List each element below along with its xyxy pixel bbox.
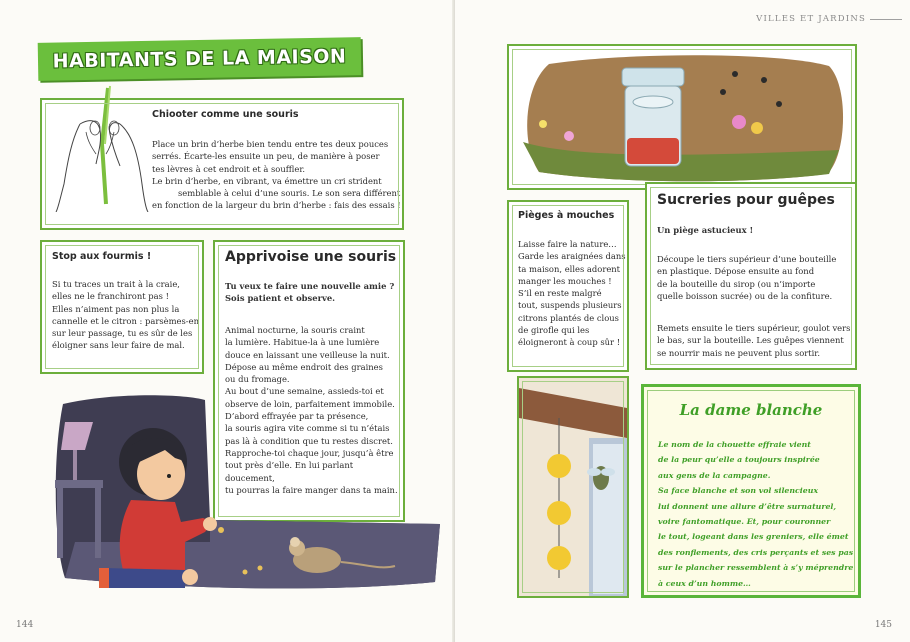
mouches-box [507, 200, 629, 372]
text-line: semblable à celui d’une souris. Le son sera différent [178, 188, 401, 199]
mouches-heading: Pièges à mouches [518, 210, 615, 221]
chiooter-box [40, 98, 404, 230]
text-line: lui donnent une allure d’être surnaturel, [658, 501, 837, 511]
text-line: elles ne le franchiront pas ! [52, 291, 169, 302]
dame-text [658, 437, 858, 591]
text-line: aux gens de la campagne. [658, 470, 771, 480]
running-head: VILLES ET JARDINS [756, 14, 866, 24]
left-page-number: 144 [16, 620, 34, 630]
guepes-para2 [657, 322, 855, 359]
text-line: Le brin d’herbe, en vibrant, va émettre un cri strident [152, 175, 382, 186]
guepes-box [645, 182, 857, 370]
text-line: ta maison, elles adorent [518, 263, 621, 274]
text-line: à ceux d’un homme… [658, 578, 751, 588]
lemons-illustration-box [517, 376, 629, 598]
text-line: observe de loin, parfaitement immobile. [225, 398, 395, 409]
text-line: Laisse faire la nature… [518, 239, 617, 249]
right-page [455, 0, 910, 642]
text-line: tes lèvres à cet endroit et à souffler. [152, 163, 306, 174]
running-head-rule [870, 19, 902, 20]
text-line: se nourrir mais ne peuvent plus sortir. [657, 347, 821, 358]
section-title: HABITANTS DE LA MAISON [52, 45, 347, 73]
fourmis-text [52, 278, 202, 352]
intro-line: Tu veux te faire une nouvelle amie ? [225, 281, 395, 291]
text-line: de girofle qui les [518, 325, 590, 336]
wasp-trap-illustration [509, 46, 855, 188]
text-line: douce en laissant une veilleuse la nuit. [225, 349, 390, 360]
text-line: serrés. Écarte-les ensuite un peu, de manière à poser [152, 151, 380, 162]
text-line: Le nom de la chouette effraie vient [658, 440, 811, 449]
boy-and-mouse-illustration [35, 392, 445, 602]
guepes-heading: Sucreries pour guêpes [657, 192, 835, 208]
text-line: cannelle et le citron : parsèmes-en [52, 315, 199, 326]
chiooter-text [152, 138, 402, 212]
fourmis-box [40, 240, 204, 374]
guepes-para1 [657, 253, 855, 302]
chiooter-heading: Chiooter comme une souris [152, 109, 299, 120]
text-line: Remets ensuite le tiers supérieur, goulot vers [657, 323, 851, 333]
text-line: Elles n’aiment pas non plus la [52, 303, 180, 314]
text-line: sur leur passage, tu es sûr de les [52, 328, 193, 339]
text-line: éloigneront à coup sûr ! [518, 337, 621, 348]
dame-heading: La dame blanche [679, 401, 823, 419]
fourmis-heading: Stop aux fourmis ! [52, 251, 152, 262]
text-line: Animal nocturne, la souris craint [225, 325, 365, 335]
souris-heading: Apprivoise une souris [225, 249, 397, 265]
text-line: quelle boisson sucrée) ou de la confiture. [657, 290, 833, 301]
text-line: pas là à condition que tu restes discret. [225, 435, 393, 446]
text-line: le tout, logeant dans les greniers, elle émet [658, 532, 849, 542]
text-line: tu pourras la faire manger dans ta main. [225, 484, 398, 495]
text-line: Sa face blanche et son vol silencieux [658, 486, 819, 496]
text-line: Place un brin d’herbe bien tendu entre tes deux pouces [152, 139, 389, 149]
hanging-lemons-illustration [519, 378, 627, 596]
text-line: la lumière. Habitue-la à une lumière [225, 337, 380, 348]
wasp-illustration-box [507, 44, 857, 190]
mouches-text [518, 238, 630, 349]
text-line: Rapproche-toi chaque jour, jusqu’à être [225, 447, 394, 458]
text-line: tout, suspends plusieurs [518, 300, 622, 311]
text-line: manger les mouches ! [518, 275, 612, 286]
text-line: Garde les araignées dans [518, 251, 626, 262]
text-line: D’abord effrayée par ta présence, [225, 411, 369, 422]
text-line: la souris agira vite comme si tu n’étais [225, 423, 390, 434]
text-line: citrons plantés de clous [518, 312, 619, 323]
text-line: de la peur qu’elle a toujours inspirée [658, 455, 820, 465]
text-line: S’il en reste malgré [518, 288, 602, 299]
text-line: éloigner sans leur faire de mal. [52, 340, 185, 351]
text-line: en fonction de la largeur du brin d’herbe : fais des essais ! [152, 200, 401, 211]
text-line: le bas, sur la bouteille. Les guêpes viennent [657, 335, 844, 346]
souris-intro [225, 280, 394, 305]
text-line: Si tu traces un trait à la craie, [52, 279, 180, 289]
section-title-banner [38, 37, 362, 81]
text-line: tout près d’elle. En lui parlant doucement, [225, 460, 354, 483]
hands-grass-illustration [50, 84, 155, 212]
text-line: des ronflements, des cris perçants et ses pas [658, 547, 854, 557]
text-line: de la bouteille du sirop (ou n’importe [657, 278, 816, 289]
dame-blanche-box [641, 384, 861, 598]
guepes-intro: Un piège astucieux ! [657, 225, 754, 235]
text-line: voire fantomatique. Et, pour couronner [658, 517, 831, 527]
text-line: Découpe le tiers supérieur d’une bouteille [657, 254, 837, 264]
right-page-number: 145 [874, 620, 892, 630]
text-line: sur le plancher ressemblent à s’y méprendre [658, 563, 854, 573]
text-line: Dépose au même endroit des graines [225, 361, 383, 372]
intro-line: Sois patient et observe. [225, 293, 336, 304]
text-line: en plastique. Dépose ensuite au fond [657, 266, 815, 277]
text-line: Au bout d’une semaine, assieds-toi et [225, 386, 384, 397]
text-line: ou du fromage. [225, 374, 290, 385]
